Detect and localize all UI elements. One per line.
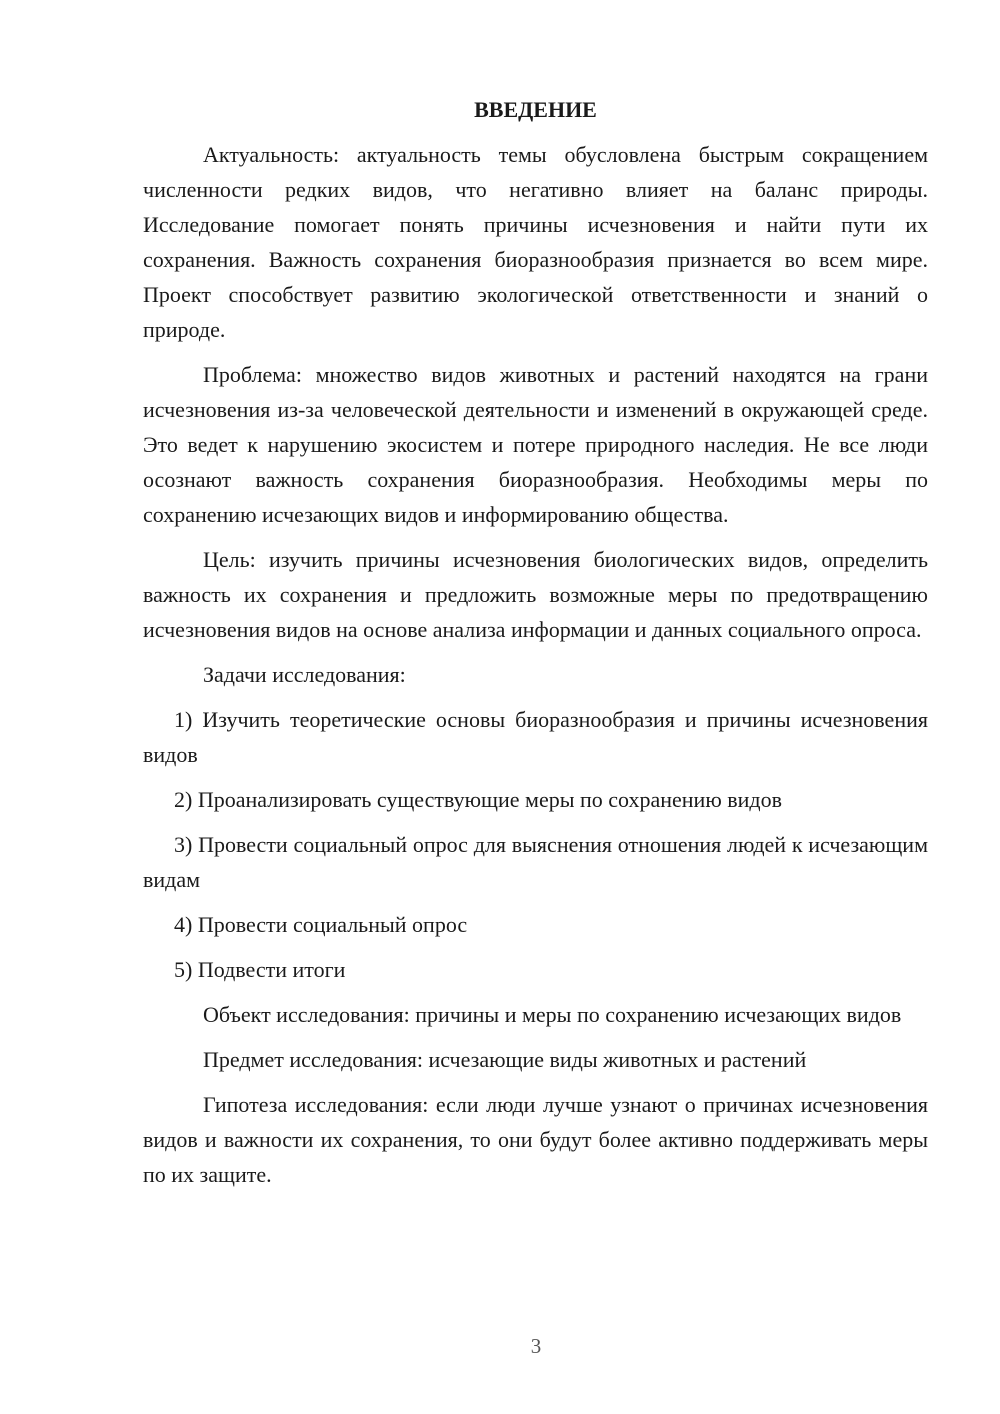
tasks-heading: Задачи исследования: bbox=[203, 662, 406, 687]
page-content bbox=[143, 92, 928, 1202]
paragraph-subject: Предмет исследования: исчезающие виды животных и растений bbox=[203, 1047, 807, 1072]
page-title: ВВЕДЕНИЕ bbox=[474, 97, 597, 122]
paragraph-object: Объект исследования: причины и меры по сохранению исчезающих видов bbox=[203, 1002, 902, 1027]
paragraph-hypothesis: Гипотеза исследования: если люди лучше узнают о причинах исчезновения видов и важности их сохранения, то они будут более активно поддерживать меры по их защите. bbox=[143, 1092, 928, 1187]
task-item-3: 3) Провести социальный опрос для выяснения отношения людей к исчезающим видам bbox=[143, 832, 928, 892]
paragraph-problem: Проблема: множество видов животных и растений находятся на грани исчезновения из-за человеческой деятельности и изменений в окружающей среде. Это ведет к нарушению экосистем и потере природного наследия. Не все люди осознают важность сохранения биоразнообразия. Необходимы меры по сохранению исчезающих видов и информированию общества. bbox=[143, 362, 928, 527]
task-item-2: 2) Проанализировать существующие меры по сохранению видов bbox=[174, 787, 783, 812]
task-item-1: 1) Изучить теоретические основы биоразнообразия и причины исчезновения видов bbox=[143, 707, 928, 767]
task-item-4: 4) Провести социальный опрос bbox=[174, 912, 468, 937]
task-item-5: 5) Подвести итоги bbox=[174, 957, 346, 982]
page-number: 3 bbox=[530, 1334, 542, 1358]
paragraph-relevance: Актуальность: актуальность темы обусловлена быстрым сокращением численности редких видов, что негативно влияет на баланс природы. Исследование помогает понять причины исчезновения и найти пути их сохранения. Важность сохранения биоразнообразия признается во всем мире. Проект способствует развитию экологической ответственности и знаний о природе. bbox=[143, 142, 928, 342]
paragraph-goal: Цель: изучить причины исчезновения биологических видов, определить важность их сохранения и предложить возможные меры по предотвращению исчезновения видов на основе анализа информации и данных социального опроса. bbox=[143, 547, 928, 642]
